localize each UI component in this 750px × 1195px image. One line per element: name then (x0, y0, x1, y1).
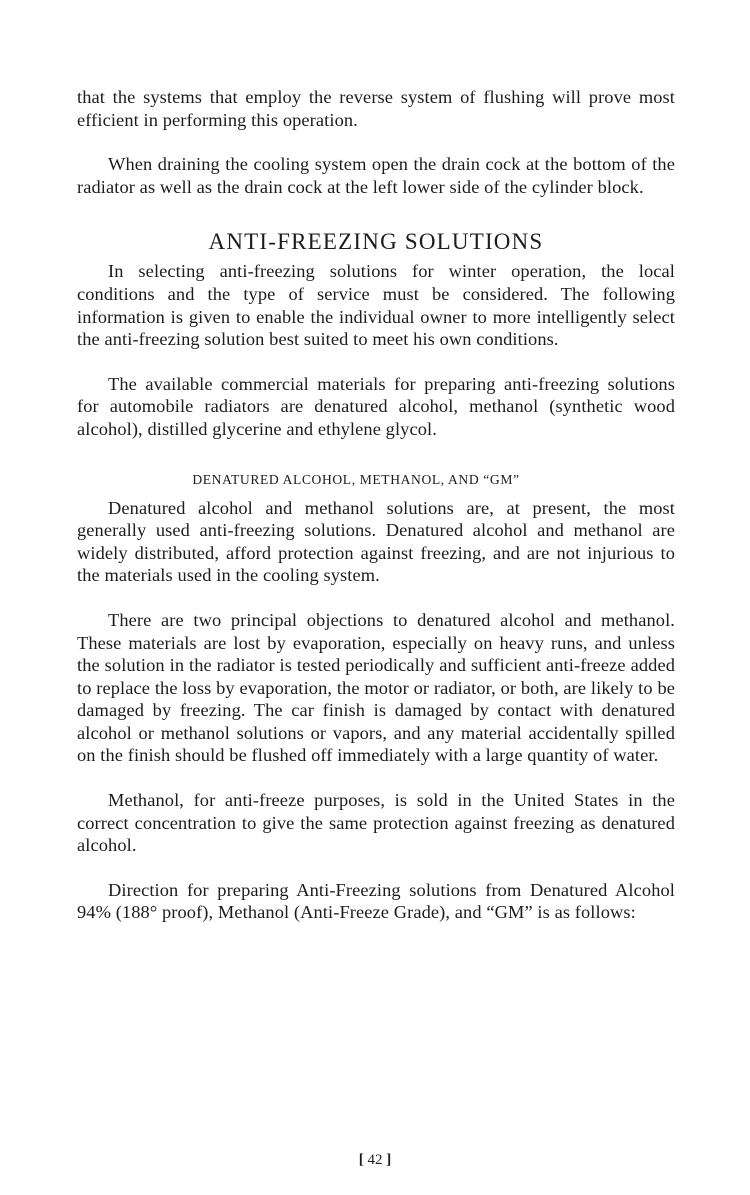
intro-paragraph: In selecting anti-freezing solutions for winter operation, the local conditions and the type of service must be considered. The following information is given to enable the individual owner to more intelligently select the anti-freezing solution best suited to meet his own conditions. (77, 261, 675, 350)
section-heading: ANTI-FREEZING SOLUTIONS (208, 229, 544, 255)
subsection-paragraph-1: Denatured alcohol and methanol solutions are, at present, the most generally used anti-freezing solutions. Denatured alcohol and methanol are widely distributed, afford protection against freezing, and are not injurious to the materials used in the cooling system. (77, 497, 675, 586)
draining-paragraph: When draining the cooling system open the drain cock at the bottom of the radiator as well as the drain cock at the left lower side of the cylinder block. (77, 154, 675, 197)
spacer (77, 131, 675, 153)
document-page (77, 86, 675, 924)
subsection-paragraph-4: Direction for preparing Anti-Freezing solutions from Denatured Alcohol 94% (188° proof), Methanol (Anti-Freeze Grade), and “GM” is as follows: (77, 879, 675, 923)
subsection-heading: DENATURED ALCOHOL, METHANOL, AND “GM” (192, 471, 520, 487)
page-number-right-bracket: ] (386, 1152, 392, 1168)
spacer (77, 351, 675, 373)
spacer (77, 767, 675, 789)
page-number-value: 42 (367, 1152, 383, 1168)
subsection-paragraph-2: There are two principal objections to denatured alcohol and methanol. These materials are lost by evaporation, especially on heavy runs, and unless the solution in the radiator is tested periodically and sufficient anti-freeze added to replace the loss by evaporation, the motor or radiator, or both, are likely to be damaged by freezing. The car finish is damaged by contact with denatured alcohol or methanol solutions or vapors, and any material accidentally spilled on the finish should be flushed off immediately with a large quantity of water. (77, 609, 675, 766)
page-number-left-bracket: [ (358, 1152, 364, 1168)
page-number (0, 1151, 750, 1169)
spacer (77, 857, 675, 879)
spacer (77, 587, 675, 609)
materials-paragraph: The available commercial materials for preparing anti-freezing solutions for automobile radiators are denatured alcohol, methanol (synthetic wood alcohol), distilled glycerine and ethylene glycol. (77, 373, 675, 439)
continuation-paragraph: that the systems that employ the reverse system of flushing will prove most efficient in performing this operation. (77, 87, 675, 130)
subsection-paragraph-3: Methanol, for anti-freeze purposes, is sold in the United States in the correct concentration to give the same protection against freezing as denatured alcohol. (77, 790, 675, 856)
